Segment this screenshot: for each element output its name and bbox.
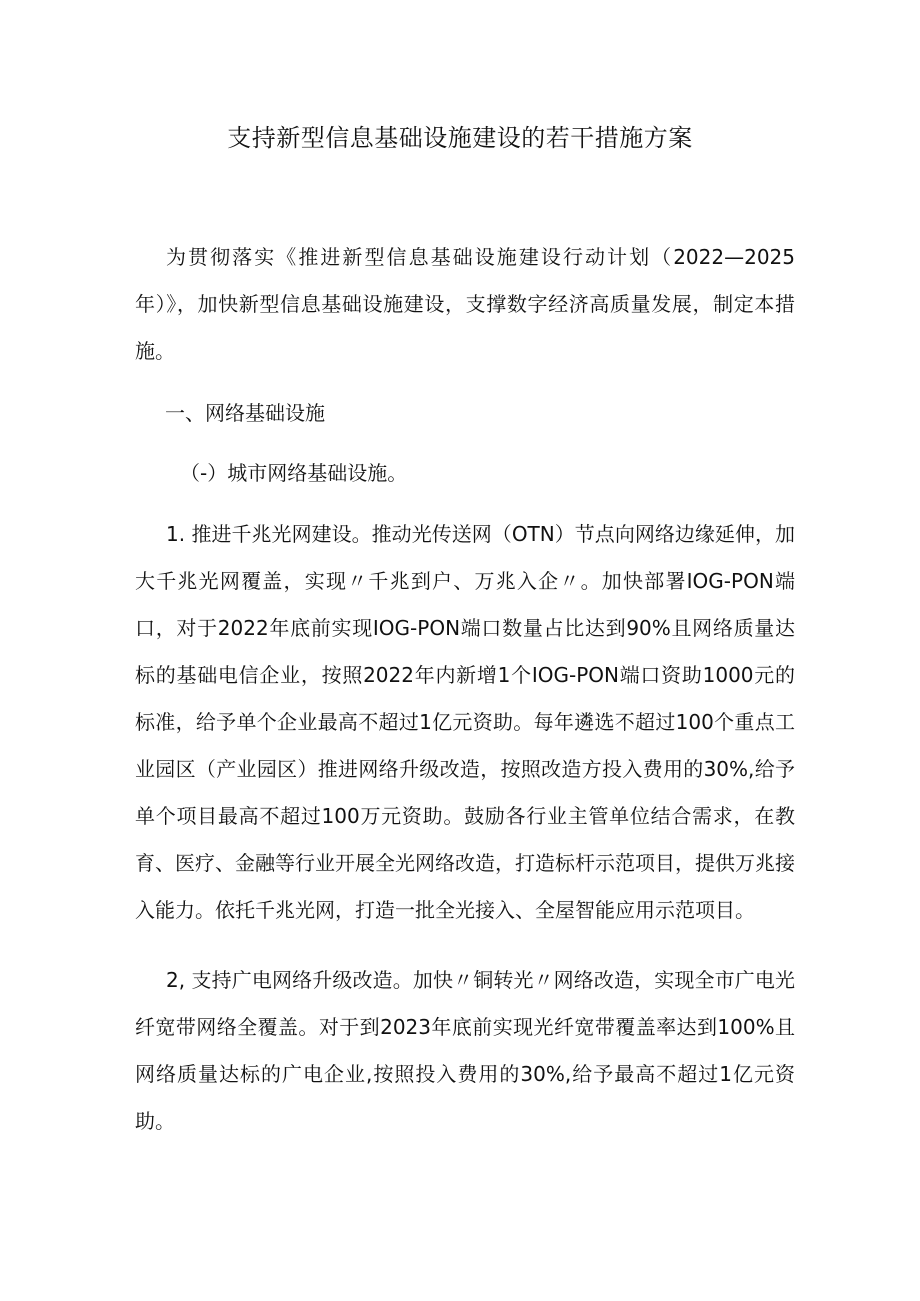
intro-paragraph: 为贯彻落实《推进新型信息基础设施建设行动计划（2022—2025年）》，加快新型信息基础设施建设，支撑数字经济高质量发展，制定本措施。 — [135, 245, 795, 363]
document-title: 支持新型信息基础设施建设的若干措施方案 — [227, 124, 693, 152]
section-heading-network-infrastructure: 一、网络基础设施 — [165, 401, 325, 425]
item-2-paragraph: 2, 支持广电网络升级改造。加快〃铜转光〃网络改造，实现全市广电光纤宽带网络全覆盖。对于到2023年底前实现光纤宽带覆盖率达到100%且网络质量达标的广电企业,按照投入费用的30%,给予最高不超过1亿元资助。 — [135, 968, 795, 1133]
item-1-paragraph: 1. 推进千兆光网建设。推动光传送网（OTN）节点向网络边缘延伸，加大千兆光网覆盖，实现〃千兆到户、万兆入企〃。加快部署IOG-PON端口，对于2022年底前实现IOG-PON端口数量占比达到90%且网络质量达标的基础电信企业，按照2022年内新增1个IOG-PON端口资助1000元的标准，给予单个企业最高不超过1亿元资助。每年遴选不超过100个重点工业园区（产业园区）推进网络升级改造，按照改造方投入费用的30%,给予单个项目最高不超过100万元资助。鼓励各行业主管单位结合需求，在教育、医疗、金融等行业开展全光网络改造，打造标杆示范项目，提供万兆接入能力。依托千兆光网，打造一批全光接入、全屋智能应用示范项目。 — [135, 522, 795, 922]
subsection-heading-city-network: （-）城市网络基础设施。 — [180, 461, 408, 485]
